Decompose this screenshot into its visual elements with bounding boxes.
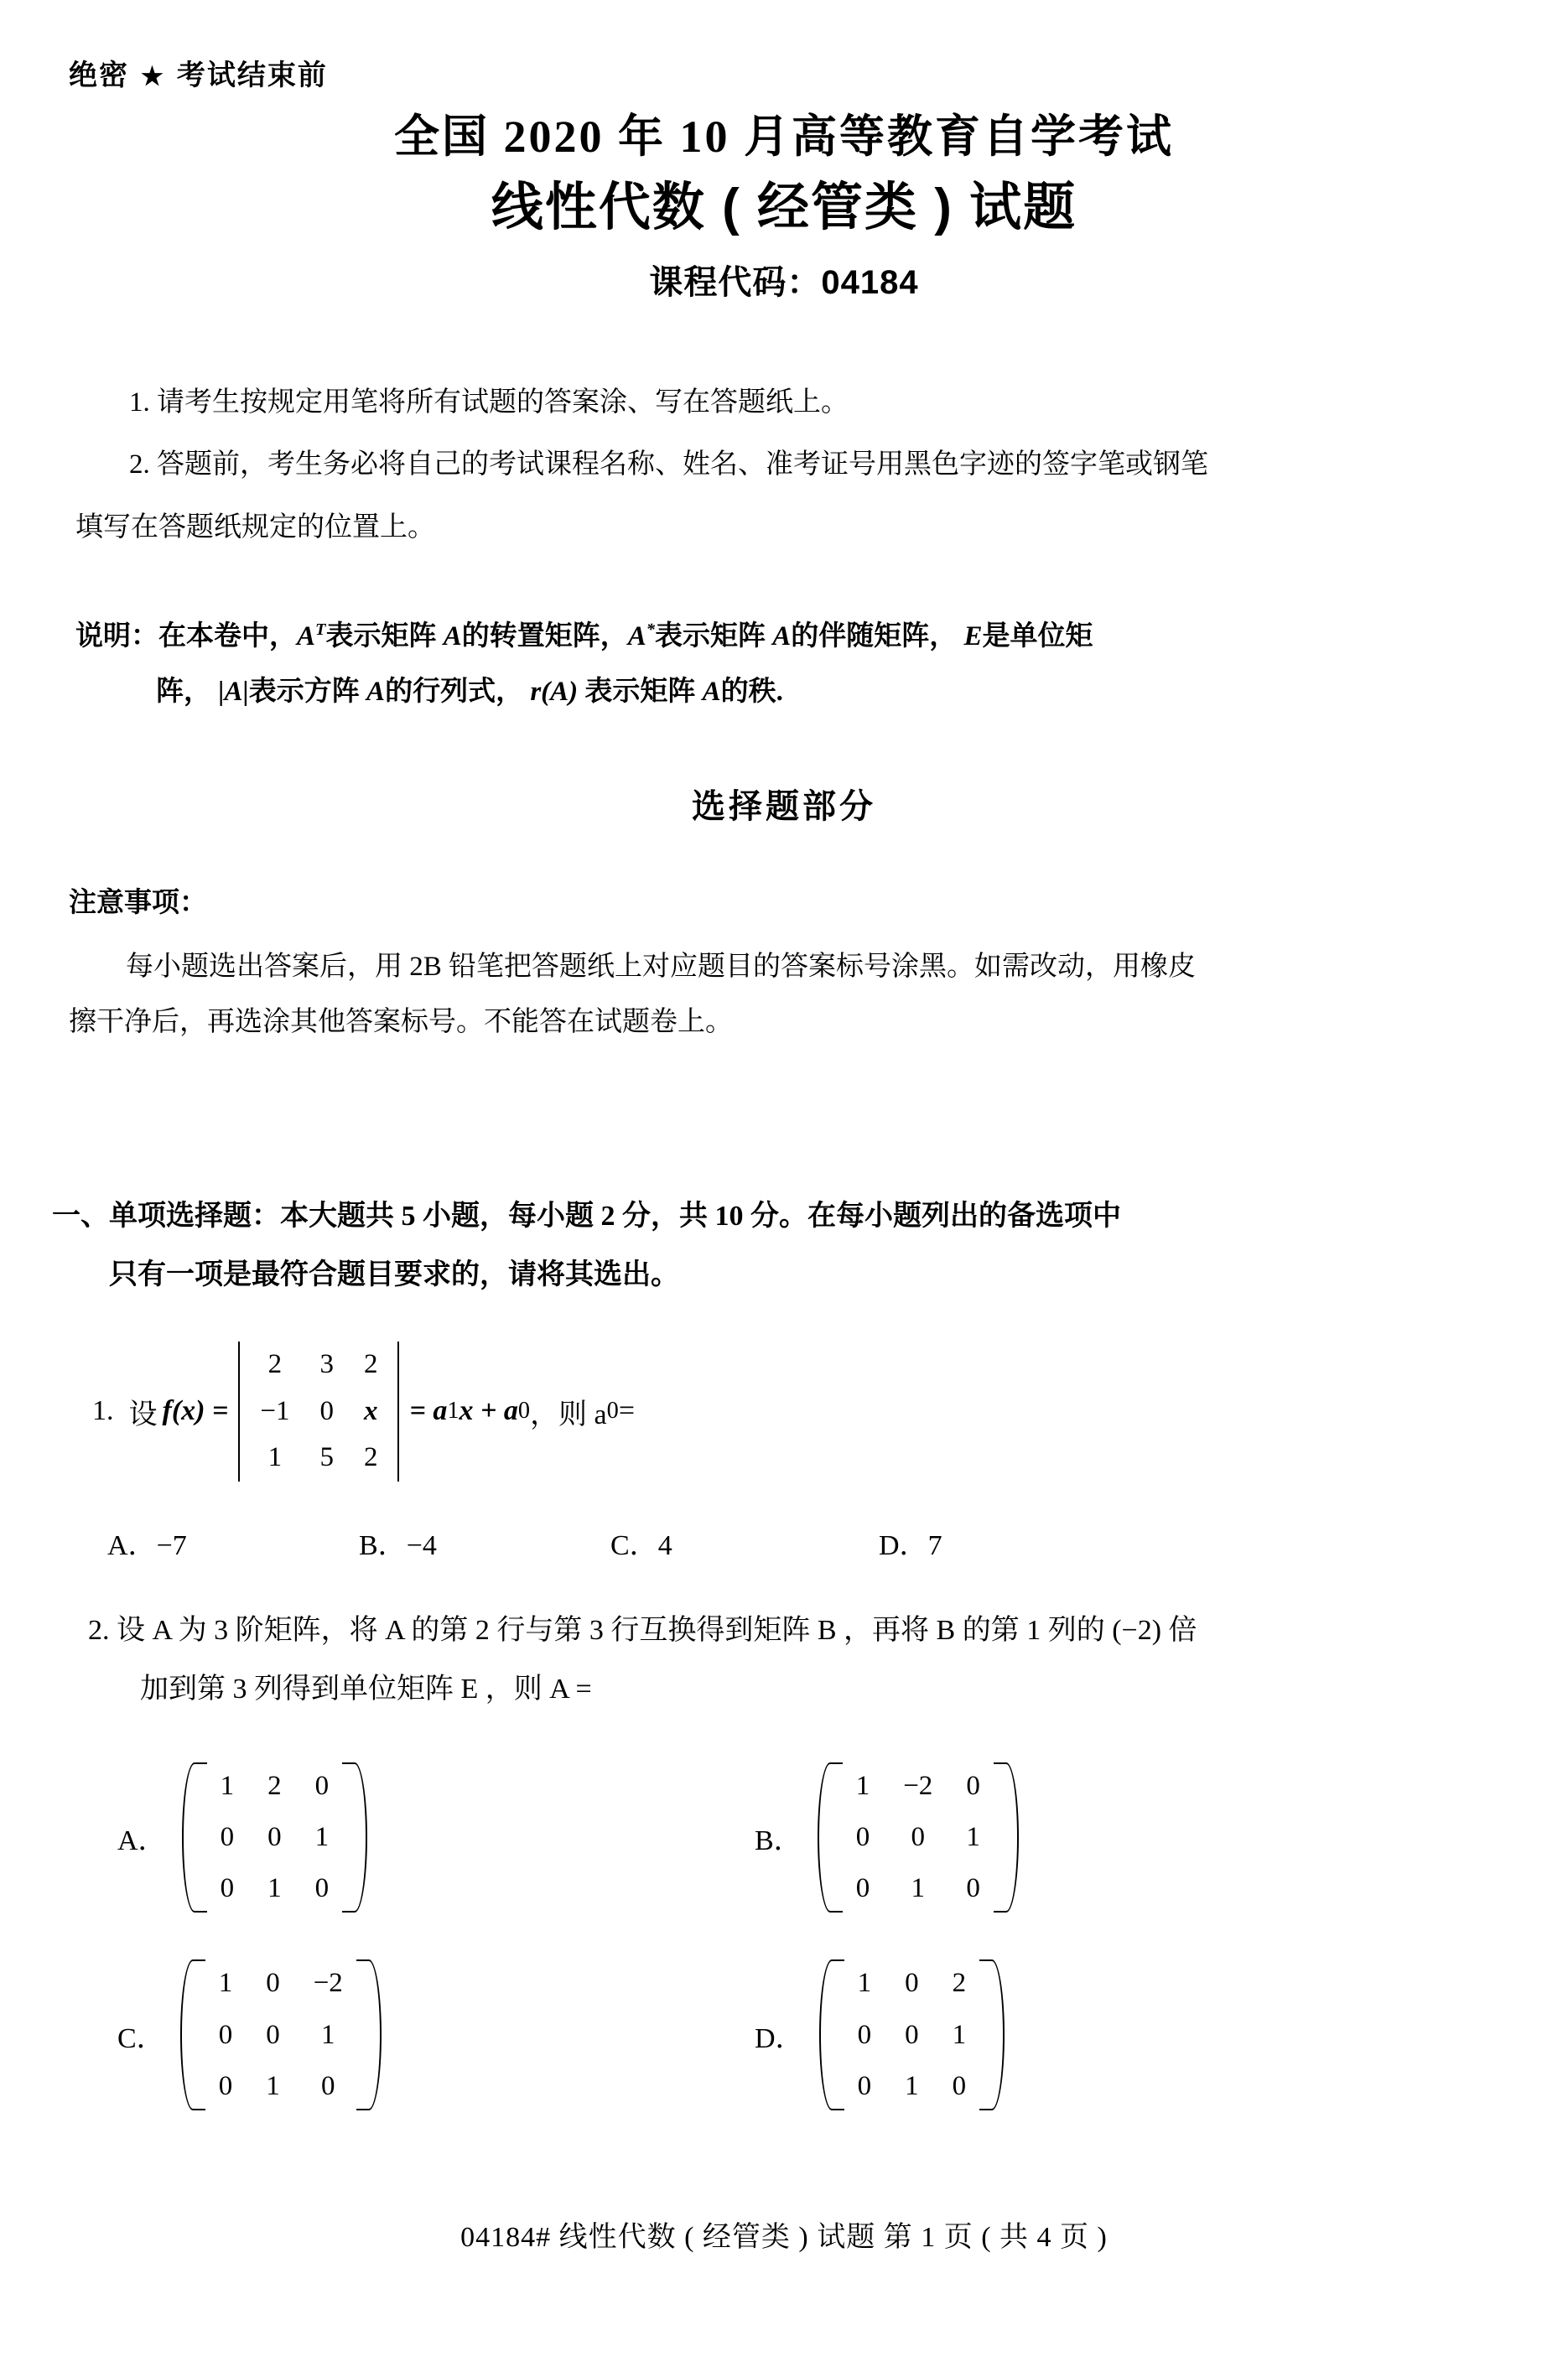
question-1-option-a[interactable]: [107, 1522, 359, 1563]
matrix-cell: 0: [267, 1822, 282, 1853]
section-title-multiple-choice: 选择题部分: [692, 788, 876, 825]
matrix-cell: 2: [267, 1771, 282, 1801]
determinant-cell: 5: [319, 1442, 334, 1472]
determinant-cell: 2: [267, 1349, 283, 1379]
group-heading-line-1: 一、单项选择题：本大题共 5 小题，每小题 2 分，共 10 分。在每小题列出的备选项中: [52, 1201, 1121, 1232]
matrix-row: [204, 1761, 346, 1812]
matrix-cell: 1: [321, 2019, 335, 2050]
question-1-option-c[interactable]: [610, 1522, 879, 1563]
option-b-label: B．: [359, 1530, 407, 1561]
question-2: [88, 1601, 1530, 1718]
matrix-cell: 1: [218, 1968, 233, 1999]
explanation-l2-f: 的秩.: [720, 677, 783, 707]
exam-title-line1: 全国 2020 年 10 月高等教育自学考试: [394, 112, 1174, 162]
option-a-label: A．: [117, 1825, 167, 1857]
matrix-cell: 0: [314, 1771, 330, 1801]
exam-title-line2: 线性代数 ( 经管类 ) 试题: [491, 178, 1077, 236]
question-1-option-b[interactable]: [359, 1522, 610, 1563]
matrix-options-row-1: [117, 1761, 1509, 1914]
option-d-matrix: [818, 1958, 1007, 2111]
matrix-cell: 0: [905, 1968, 919, 1999]
matrix-table: [839, 1761, 997, 1914]
explanation-line-2: [75, 664, 1518, 719]
group-heading-line-2: 只有一项是最符合题目要求的，请将其选出。: [109, 1259, 679, 1290]
symbol-determinant-A: |A|: [218, 677, 249, 707]
question-1-sub-1: 1: [447, 1398, 459, 1425]
matrix-cell: 2: [952, 1968, 967, 1999]
matrix-cell: 1: [911, 1873, 925, 1904]
question-2-number: 2.: [88, 1615, 110, 1646]
left-paren: [816, 1761, 831, 1914]
determinant-cell: 1: [267, 1442, 283, 1472]
before-exam-label: 考试结束前: [176, 60, 328, 91]
determinant-cell: 0: [319, 1395, 334, 1426]
explanation-l2-a: 阵，: [156, 677, 211, 707]
determinant-cell: 2: [363, 1442, 378, 1472]
matrix-row: [204, 1812, 346, 1863]
symbol-A-1: A: [443, 621, 462, 651]
notice-line-2: 擦干净后，再选涂其他答案标号。不能答在试题卷上。: [69, 1007, 733, 1037]
matrix-cell: 0: [220, 1822, 235, 1853]
right-paren: [991, 1958, 1006, 2111]
question-1: [92, 1342, 635, 1482]
matrix-cell: 0: [220, 1873, 235, 1904]
right-paren: [1005, 1761, 1020, 1914]
determinant-row: [245, 1342, 392, 1388]
matrix-cell: 0: [266, 2019, 280, 2050]
matrix-cell: −2: [313, 1968, 343, 1999]
explanation-l1-a: 在本卷中，: [158, 621, 297, 651]
matrix-row: [841, 1958, 984, 2009]
notice-label: 注意事项：: [69, 888, 207, 918]
matrix-cell: 0: [314, 1873, 330, 1904]
explanation-line-1: [75, 609, 1518, 664]
question-2-option-c[interactable]: [117, 1958, 755, 2111]
matrix-cell: 1: [952, 2019, 967, 2050]
symbol-A-adjugate: A*: [627, 620, 655, 651]
symbol-A-transpose: $A^T$: [297, 620, 326, 651]
instruction-item-2-continuation: 填写在答题纸规定的位置上。: [75, 511, 435, 542]
symbol-A-3: A: [366, 677, 386, 707]
question-1-sub-0b: 0: [606, 1398, 619, 1425]
determinant-cell: −1: [260, 1395, 290, 1426]
star-icon: ★: [141, 63, 165, 91]
determinant-bar-left: [238, 1342, 240, 1482]
explanation-l1-f: 是单位矩: [982, 621, 1093, 651]
option-c-value: 4: [657, 1530, 672, 1561]
page-footer: 04184# 线性代数 ( 经管类 ) 试题 第 1 页 ( 共 4 页 ): [460, 2222, 1108, 2253]
question-1-tail-eq: = a: [409, 1395, 448, 1427]
question-2-text-1: 设 A 为 3 阶矩阵，将 A 的第 2 行与第 3 行互换得到矩阵 B ，再将 B 的第 1 列的 (−2) 倍: [117, 1615, 1197, 1646]
matrix-cell: 0: [966, 1771, 980, 1801]
option-c-matrix: [179, 1958, 383, 2111]
question-2-line-1: [88, 1601, 1530, 1660]
question-1-function: f(x) =: [162, 1395, 229, 1427]
option-a-value: −7: [156, 1530, 187, 1561]
matrix-cell: 0: [905, 2019, 919, 2050]
matrix-cell: 0: [218, 2070, 233, 2101]
title-block: [0, 109, 1568, 304]
matrix-cell: 0: [218, 2019, 233, 2050]
matrix-cell: 0: [966, 1873, 980, 1904]
symbol-A-4: A: [702, 677, 721, 707]
question-2-options: [117, 1761, 1509, 2156]
determinant-row: [245, 1388, 392, 1435]
matrix-cell: 1: [857, 1968, 872, 1999]
matrix-cell: 0: [911, 1822, 925, 1853]
matrix-cell: 1: [905, 2070, 919, 2101]
symbol-rank-A: r(A): [530, 677, 579, 707]
option-a-matrix: [180, 1761, 370, 1914]
determinant-cell: x: [363, 1395, 378, 1426]
instructions-block: [75, 376, 1501, 563]
matrix-cell: 1: [966, 1822, 980, 1853]
determinant-cell: 2: [363, 1349, 378, 1379]
matrix-options-row-2: [117, 1958, 1509, 2111]
matrix-row: [839, 1863, 997, 1914]
matrix-cell: 0: [321, 2070, 335, 2101]
matrix-row: [202, 1958, 360, 2009]
explanation-l1-b: 表示矩阵: [325, 621, 437, 651]
notice-line-1: 每小题选出答案后，用 2B 铅笔把答题纸上对应题目的答案标号涂黑。如需改动，用橡皮: [126, 952, 1197, 982]
question-1-number: 1.: [92, 1395, 114, 1427]
question-2-option-a[interactable]: [117, 1761, 755, 1914]
matrix-row: [839, 1761, 997, 1812]
matrix-row: [202, 2010, 360, 2061]
instruction-item-2: 2. 答题前，考生务必将自己的考试课程名称、姓名、准考证号用黑色字迹的签字笔或钢笔: [129, 449, 1208, 480]
left-paren: [179, 1958, 194, 2111]
question-1-options: [107, 1522, 1281, 1563]
matrix-row: [841, 2061, 984, 2112]
question-1-determinant: [233, 1342, 404, 1482]
explanation-label: 说明：: [75, 621, 158, 651]
question-1-sub-0: 0: [517, 1398, 531, 1425]
matrix-cell: 0: [855, 1873, 870, 1904]
determinant-bar-right: [397, 1342, 399, 1482]
explanation-l2-e: 表示矩阵: [584, 677, 696, 707]
matrix-cell: 1: [314, 1822, 330, 1853]
matrix-cell: 0: [857, 2070, 872, 2101]
option-c-label: C．: [610, 1530, 658, 1561]
determinant-row: [245, 1435, 392, 1482]
notice-body: [69, 939, 1519, 1050]
course-code: 课程代码：04184: [649, 264, 919, 302]
option-c-label: C．: [117, 2022, 165, 2054]
matrix-cell: 1: [266, 2070, 280, 2101]
matrix-cell: 0: [855, 1822, 870, 1853]
question-1-tail-x: x + a: [459, 1395, 518, 1427]
left-paren: [818, 1958, 833, 2111]
question-1-option-d[interactable]: [879, 1522, 942, 1563]
matrix-table: [204, 1761, 346, 1914]
matrix-row: [839, 1812, 997, 1863]
right-paren: [368, 1958, 383, 2111]
explanation-l2-b: 表示方阵: [248, 677, 360, 707]
option-d-label: D．: [755, 2022, 804, 2054]
matrix-cell: −2: [903, 1771, 933, 1801]
symbol-E: E: [963, 621, 983, 651]
explanation-l2-c: 的行列式，: [385, 677, 524, 707]
matrix-cell: 1: [267, 1873, 282, 1904]
explanation-l1-e: 的伴随矩阵，: [791, 621, 958, 651]
question-2-line-2: 加到第 3 列得到单位矩阵 E ，则 A =: [140, 1673, 592, 1705]
option-d-label: D．: [879, 1530, 928, 1561]
matrix-cell: 0: [266, 1968, 280, 1999]
left-paren: [180, 1761, 195, 1914]
matrix-row: [841, 2010, 984, 2061]
symbol-A-2: A: [772, 621, 792, 651]
matrix-cell: 1: [855, 1771, 870, 1801]
option-b-matrix: [816, 1761, 1020, 1914]
matrix-cell: 1: [220, 1771, 235, 1801]
question-2-option-b[interactable]: [755, 1761, 1392, 1914]
confidential-header: [69, 52, 328, 93]
question-group-heading: [52, 1187, 1528, 1304]
option-b-label: B．: [755, 1825, 802, 1857]
matrix-cell: 0: [952, 2070, 967, 2101]
question-2-option-d[interactable]: [755, 1958, 1392, 2111]
determinant-table: [245, 1342, 392, 1482]
instruction-item-1: 1. 请考生按规定用笔将所有试题的答案涂、写在答题纸上。: [129, 387, 849, 418]
question-1-lead: 设: [128, 1399, 158, 1430]
option-d-value: 7: [927, 1530, 942, 1561]
matrix-table: [202, 1958, 360, 2111]
question-1-then: ，则 a: [530, 1399, 607, 1430]
matrix-cell: 0: [857, 2019, 872, 2050]
matrix-row: [202, 2061, 360, 2112]
question-1-eq2: =: [618, 1395, 636, 1427]
option-b-value: −4: [406, 1530, 437, 1561]
right-paren: [354, 1761, 369, 1914]
confidential-label: 绝密: [69, 60, 129, 91]
explanation-l1-c: 的转置矩阵，: [461, 621, 628, 651]
matrix-table: [841, 1958, 984, 2111]
explanation-l1-d: 表示矩阵: [655, 621, 766, 651]
explanation-block: [75, 609, 1518, 719]
option-a-label: A．: [107, 1530, 157, 1561]
matrix-row: [204, 1863, 346, 1914]
determinant-cell: 3: [319, 1349, 334, 1379]
